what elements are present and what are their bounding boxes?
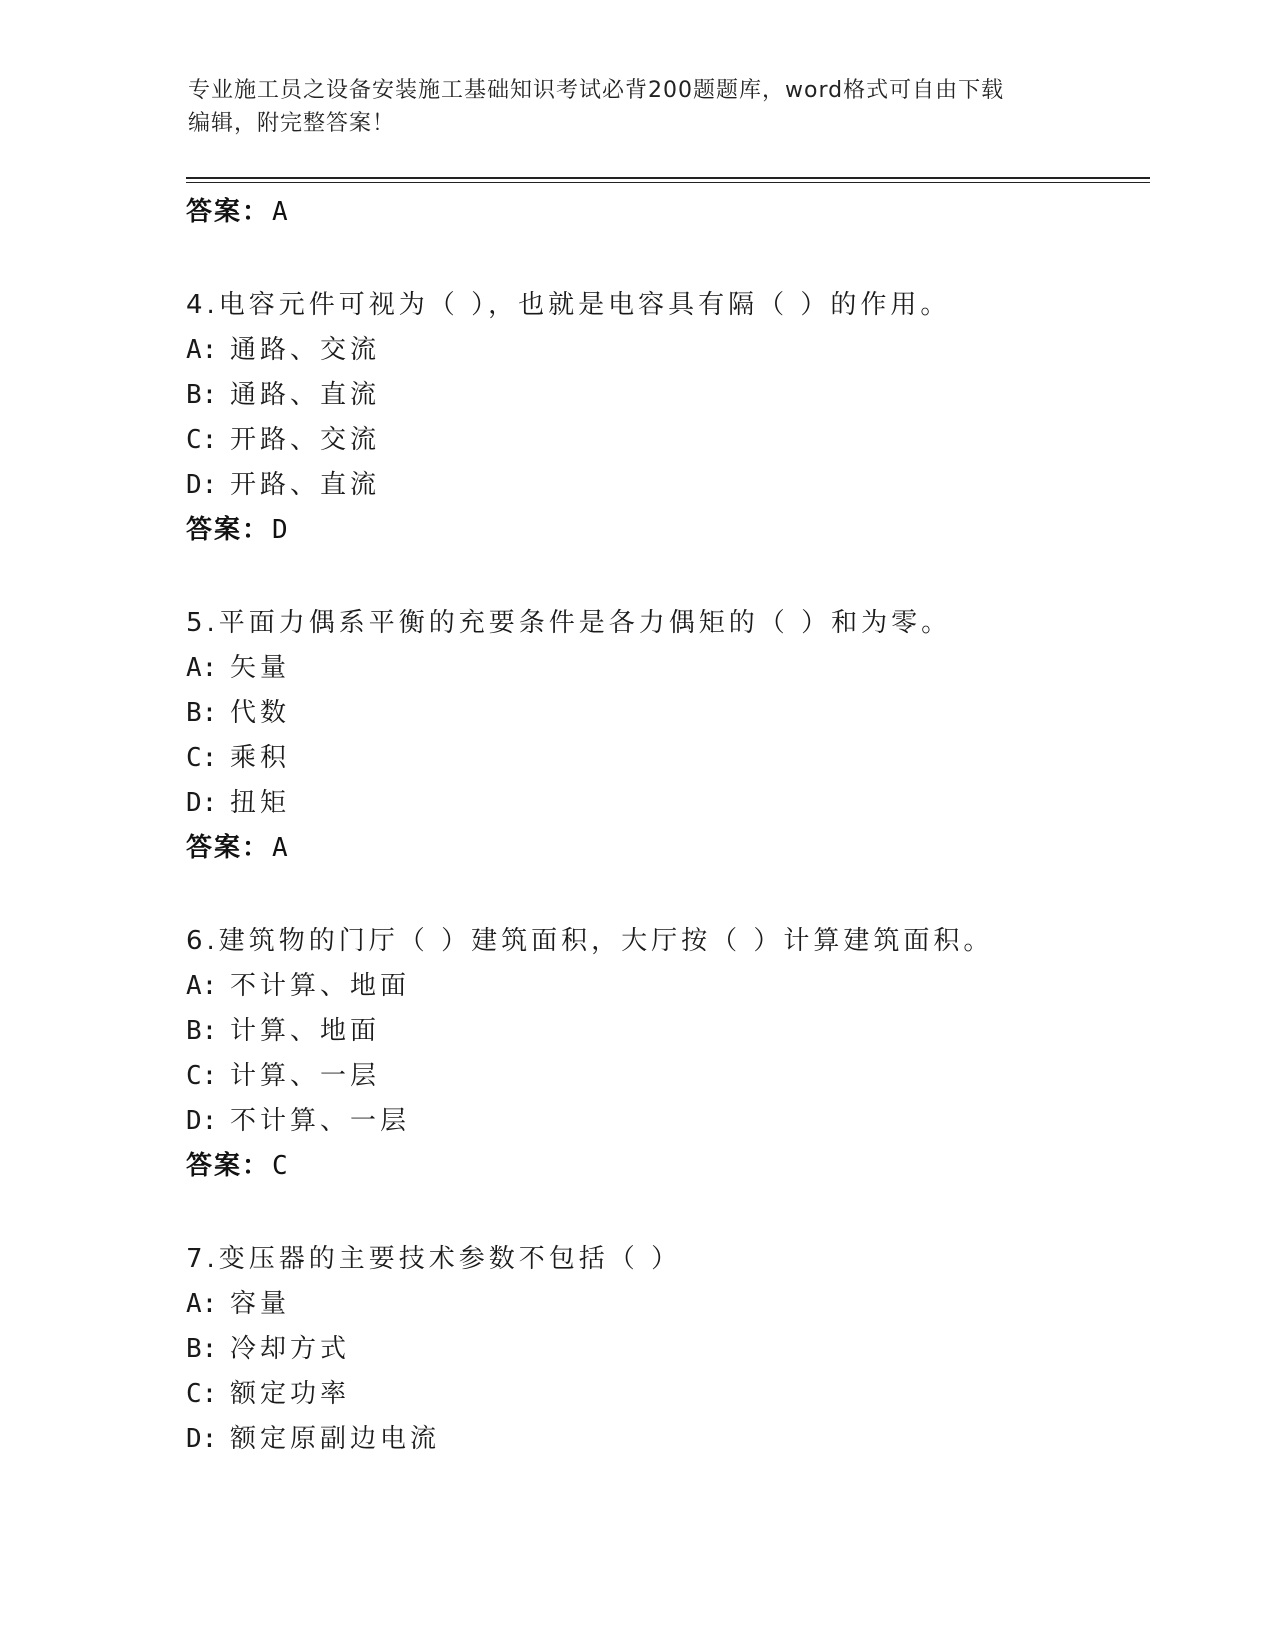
option-key: D: [186, 1106, 218, 1136]
answer-label: 答案： [186, 197, 271, 227]
question-4 [186, 282, 1146, 552]
header-line-2: 编辑，附完整答案！ [188, 111, 396, 136]
option-text: 矢量 [230, 653, 291, 683]
option-text: 代数 [230, 698, 291, 728]
option-text: 不计算、地面 [230, 971, 411, 1001]
answer-line [186, 826, 1146, 870]
option-text: 开路、直流 [230, 470, 381, 500]
header-rule-thin [186, 182, 1150, 183]
option-d [186, 1099, 1146, 1144]
question-6 [186, 918, 1146, 1188]
option-d [186, 1417, 1146, 1462]
answer-line [186, 190, 1146, 234]
question-stem: 7.变压器的主要技术参数不包括（ ） [186, 1244, 682, 1274]
option-text: 扭矩 [230, 788, 291, 818]
option-a [186, 646, 1146, 691]
option-key: B: [186, 1334, 218, 1364]
option-key: A: [186, 335, 218, 365]
option-key: A: [186, 971, 218, 1001]
option-key: B: [186, 1016, 218, 1046]
question-list [186, 190, 1146, 1462]
option-key: D: [186, 1424, 218, 1454]
question-7 [186, 1236, 1146, 1462]
option-text: 冷却方式 [230, 1334, 351, 1364]
option-text: 计算、一层 [230, 1061, 381, 1091]
answer-value: D [272, 515, 290, 545]
option-key: D: [186, 788, 218, 818]
option-key: A: [186, 653, 218, 683]
answer-label: 答案： [186, 833, 271, 863]
option-key: C: [186, 743, 218, 773]
option-b [186, 1009, 1146, 1054]
option-c [186, 418, 1146, 463]
option-key: B: [186, 698, 218, 728]
option-d [186, 781, 1146, 826]
question-stem: 6.建筑物的门厅（ ）建筑面积，大厅按（ ）计算建筑面积。 [186, 926, 994, 956]
option-key: C: [186, 1379, 218, 1409]
answer-value: A [272, 833, 290, 863]
option-text: 计算、地面 [230, 1016, 381, 1046]
option-key: C: [186, 425, 218, 455]
question-stem: 5.平面力偶系平衡的充要条件是各力偶矩的（ ）和为零。 [186, 608, 952, 638]
option-key: A: [186, 1289, 218, 1319]
answer-value: A [272, 197, 290, 227]
header-rule [186, 177, 1150, 179]
option-c [186, 1372, 1146, 1417]
question-stem: 4.电容元件可视为（ ），也就是电容具有隔（ ）的作用。 [186, 290, 951, 320]
option-a [186, 964, 1146, 1009]
option-text: 通路、直流 [230, 380, 381, 410]
option-b [186, 691, 1146, 736]
option-key: B: [186, 380, 218, 410]
answer-line [186, 508, 1146, 552]
option-b [186, 1327, 1146, 1372]
option-key: D: [186, 470, 218, 500]
option-a [186, 328, 1146, 373]
option-c [186, 1054, 1146, 1099]
option-text: 容量 [230, 1289, 291, 1319]
answer-line [186, 1144, 1146, 1188]
option-text: 不计算、一层 [230, 1106, 411, 1136]
option-text: 通路、交流 [230, 335, 381, 365]
option-c [186, 736, 1146, 781]
document-header [188, 74, 1088, 140]
option-a [186, 1282, 1146, 1327]
option-text: 乘积 [230, 743, 291, 773]
answer-label: 答案： [186, 515, 271, 545]
answer-value: C [272, 1151, 290, 1181]
question-5 [186, 600, 1146, 870]
header-line-1: 专业施工员之设备安装施工基础知识考试必背200题题库，word格式可自由下载 [188, 78, 1005, 103]
option-d [186, 463, 1146, 508]
option-key: C: [186, 1061, 218, 1091]
option-text: 额定原副边电流 [230, 1424, 441, 1454]
option-text: 额定功率 [230, 1379, 351, 1409]
option-b [186, 373, 1146, 418]
option-text: 开路、交流 [230, 425, 381, 455]
answer-label: 答案： [186, 1151, 271, 1181]
